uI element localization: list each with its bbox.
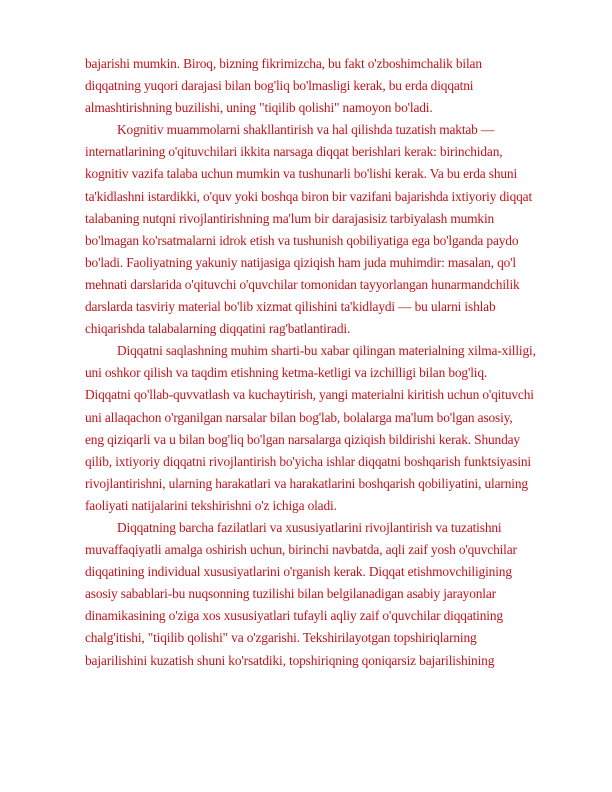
paragraph-first-line: Diqqatning barcha fazilatlari va xususiyatlarini rivojlantirish va tuzatishni [117, 519, 502, 535]
text-line: almashtirishning buzilishi, uning "tiqilib qolishi" namoyon bo'ladi. [85, 100, 433, 116]
text-line: dinamikasining o'ziga xos xususiyatlari tufayli aqliy zaif o'quvchilar diqqatining [85, 608, 503, 624]
text-line: kognitiv vazifa talaba uchun mumkin va tushunarli bo'lishi kerak. Va bu erda shuni [85, 166, 518, 182]
text-line: darslarda tasviriy material bo'lib xizmat qilishini ta'kidlaydi — bu ularni ishlab [85, 299, 496, 315]
text-line: eng qiziqarli va u bilan bog'liq bo'lgan narsalarga qiziqish bildirishi kerak. Shunday [85, 431, 520, 447]
text-line: bo'ladi. Faoliyatning yakuniy natijasiga qiziqish ham juda muhimdir: masalan, qo'l [85, 254, 516, 270]
text-line: bajarishi mumkin. Biroq, bizning fikrimizcha, bu fakt o'zboshimchalik bilan [85, 56, 482, 71]
text-line: qilib, ixtiyoriy diqqatni rivojlantirish bo'yicha ishlar diqqatni boshqarish funktsiyasini [85, 453, 532, 469]
text-line: diqqatining individual xususiyatlarini o'rganish kerak. Diqqat etishmovchiligining [85, 564, 512, 580]
text-line: faoliyati natijalarini tekshirishni o'z ichiga oladi. [85, 497, 337, 513]
text-line: diqqatning yuqori darajasi bilan bog'liq bo'lmasligi kerak, bu erda diqqatni [85, 78, 474, 94]
text-line: asosiy sabablari-bu nuqsonning tuzilishi bilan belgilanadigan asabiy jarayonlar [85, 586, 496, 602]
text-line: mehnati darslarida o'qituvchi o'quvchilar tomonidan tayyorlangan hunarmandchilik [85, 276, 520, 292]
paragraph-first-line: Diqqatni saqlashning muhim sharti-bu xabar qilingan materialning xilma-xilligi, [117, 343, 536, 359]
text-line: uni oshkor qilish va taqdim etishning ketma-ketligi va izchilligi bilan bog'liq. [85, 365, 488, 381]
text-line: chiqarishda talabalarning diqqatini rag'batlantiradi. [85, 321, 351, 337]
paragraph-first-line: Kognitiv muammolarni shakllantirish va hal qilishda tuzatish maktab — [117, 122, 495, 138]
text-line: uni allaqachon o'rganilgan narsalar bilan bog'lab, bolalarga ma'lum bo'lgan asosiy, [85, 409, 513, 425]
text-line: Diqqatni qo'llab-quvvatlash va kuchaytirish, yangi materialni kiritish uchun o'qituvchi [85, 387, 534, 403]
text-line: bajarilishini kuzatish shuni ko'rsatdiki, topshiriqning qoniqarsiz bajarilishining [85, 652, 495, 668]
text-line: internatlarining o'qituvchilari ikkita narsaga diqqat berishlari kerak: birinchidan, [85, 144, 503, 160]
text-line: bo'lmagan ko'rsatmalarni idrok etish va tushunish qobiliyatiga ega bo'lganda paydo [85, 232, 519, 248]
body-text [85, 53, 573, 672]
text-line: muvaffaqiyatli amalga oshirish uchun, birinchi navbatda, aqli zaif yosh o'quvchilar [85, 542, 517, 558]
text-line: chalg'itishi, "tiqilib qolishi" va o'zgarishi. Tekshirilayotgan topshiriqlarning [85, 630, 477, 646]
text-line: ta'kidlashni istardikki, o'quv yoki boshqa biron bir vazifani bajarishda ixtiyoriy diqqat [85, 188, 533, 204]
text-line: rivojlantirishni, ularning harakatlari va harakatlarini boshqarish qobiliyatini, ularning [85, 475, 528, 491]
text-line: talabaning nutqni rivojlantirishning ma'lum bir darajasisiz tarbiyalash mumkin [85, 210, 495, 226]
